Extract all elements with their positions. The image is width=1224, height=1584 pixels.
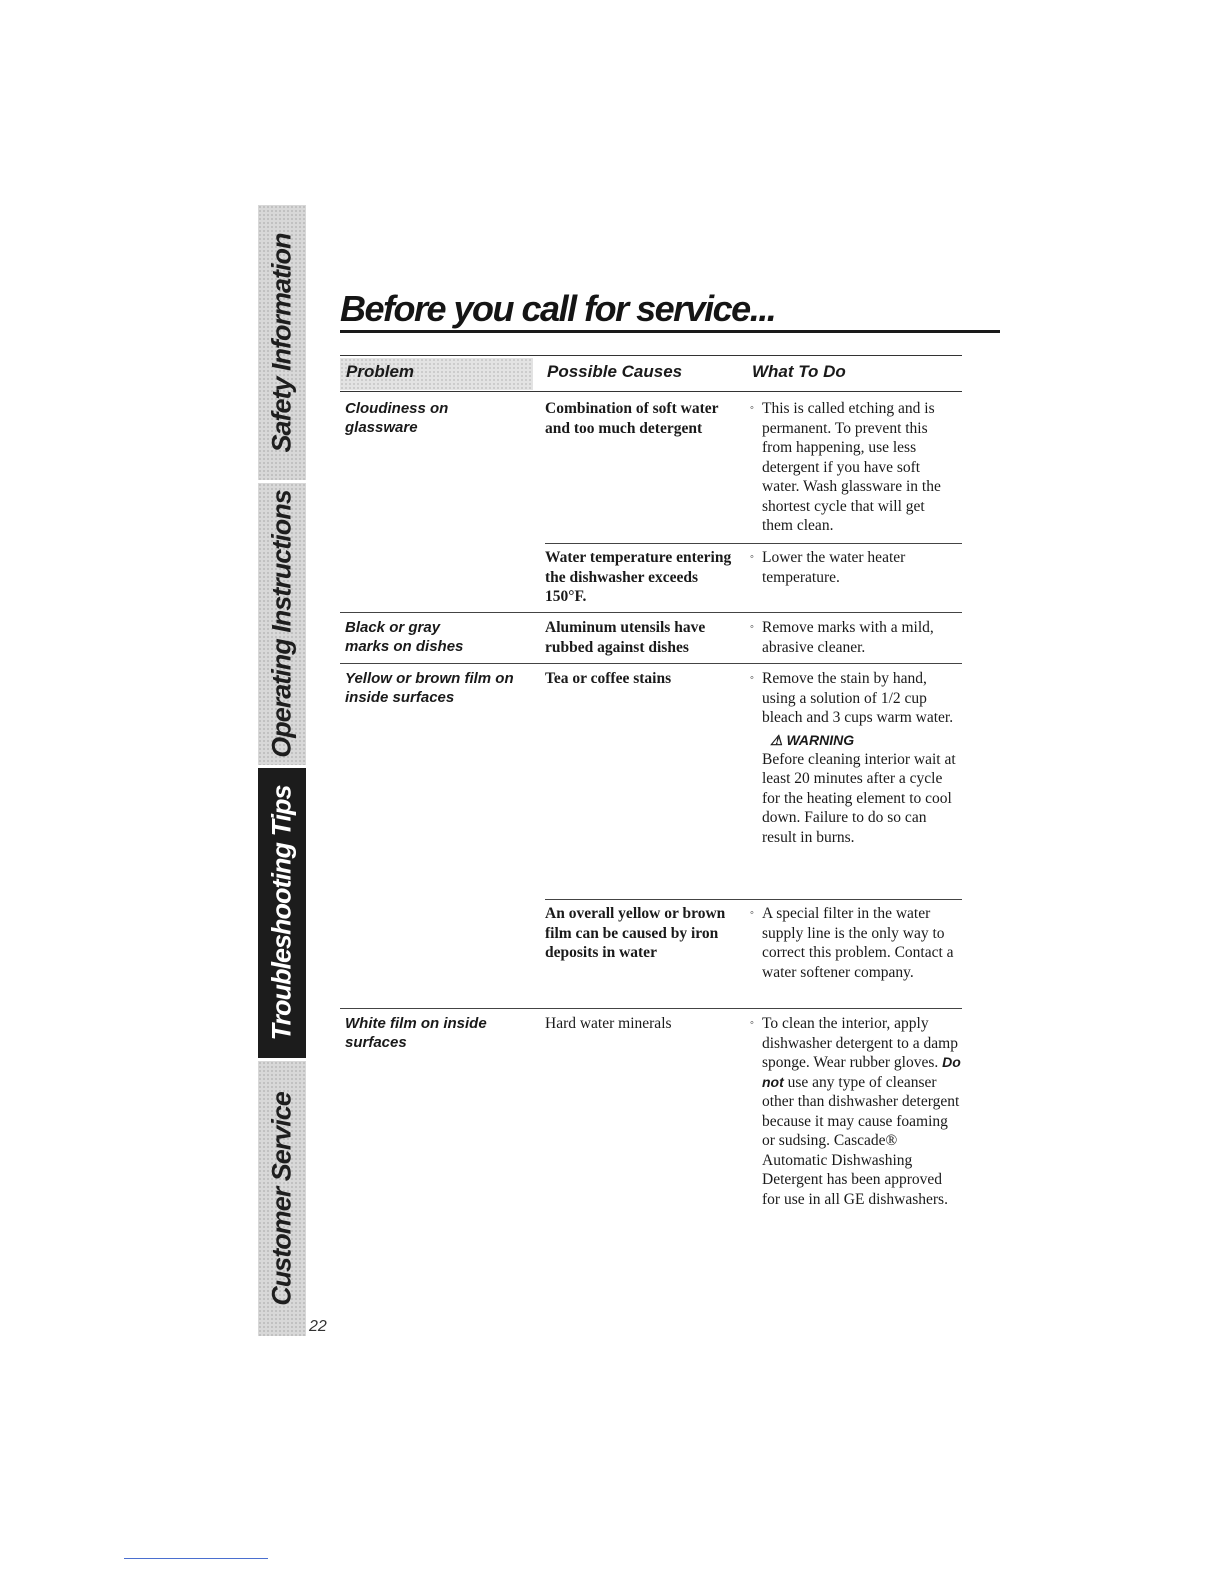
todo-emphasis: Do not bbox=[762, 1054, 961, 1090]
footer-line bbox=[124, 1558, 268, 1559]
side-tab-troubleshooting-tips[interactable] bbox=[258, 768, 306, 1058]
bullet-icon: ◦ bbox=[750, 1017, 754, 1029]
todo-text: This is called etching and is permanent. To prevent this from happening, use less detergent if you have soft water. Wash glassware in the shortest cycle that will get them clean. bbox=[762, 400, 941, 534]
todo-item bbox=[750, 1014, 962, 1209]
todo-text-part: To clean the interior, apply dishwasher detergent to a damp sponge. Wear rubber gloves. bbox=[762, 1015, 958, 1071]
header-possible-causes: Possible Causes bbox=[547, 362, 683, 381]
cause-text: Aluminum utensils have rubbed against dishes bbox=[545, 619, 706, 656]
bullet-icon: ◦ bbox=[750, 551, 754, 563]
row-divider bbox=[340, 663, 962, 664]
todo-text-part: use any type of cleanser other than dishwasher detergent because it may cause foaming or sudsing. Cascade® Automatic Dishwashing Detergent has been approved for use in all GE dishwashers. bbox=[762, 1073, 960, 1208]
bullet-icon: ◦ bbox=[750, 621, 754, 633]
todo-item bbox=[750, 548, 960, 587]
bullet-icon: ◦ bbox=[750, 402, 754, 414]
todo-item bbox=[750, 399, 955, 536]
header-problem: Problem bbox=[346, 362, 415, 381]
warning-title: WARNING bbox=[786, 731, 855, 748]
warning-heading bbox=[750, 730, 962, 750]
problem-label: Black or gray marks on dishes bbox=[345, 619, 464, 655]
side-tab-safety-information[interactable] bbox=[258, 205, 306, 480]
row-divider bbox=[545, 899, 962, 900]
side-tab-label: Troubleshooting Tips bbox=[266, 785, 297, 1041]
warning-text: Before cleaning interior wait at least 20 minutes after a cycle for the heating element to cool down. Failure to do so can result in burns. bbox=[762, 750, 956, 846]
todo-text: Remove the stain by hand, using a solution of 1/2 cup bleach and 3 cups warm water. bbox=[762, 670, 954, 726]
page-title: Before you call for service... bbox=[340, 288, 776, 329]
problem-label: White film on inside surfaces bbox=[345, 1015, 487, 1051]
todo-item bbox=[750, 618, 965, 657]
problem-label: Yellow or brown film on inside surfaces bbox=[345, 670, 514, 706]
todo-item bbox=[750, 669, 962, 847]
todo-item bbox=[750, 904, 962, 982]
side-tab-customer-service[interactable] bbox=[258, 1061, 306, 1336]
todo-text: A special filter in the water supply line is the only way to correct this problem. Contact a water softener company. bbox=[762, 905, 954, 981]
header-what-to-do: What To Do bbox=[752, 362, 846, 381]
row-divider bbox=[340, 612, 962, 613]
side-tab-label: Safety Information bbox=[266, 232, 297, 453]
cause-text: Combination of soft water and too much detergent bbox=[545, 400, 719, 437]
title-rule bbox=[340, 330, 1000, 333]
side-tab-label: Customer Service bbox=[266, 1091, 297, 1306]
page-number: 22 bbox=[309, 1318, 327, 1335]
bullet-icon: ◦ bbox=[750, 672, 754, 684]
header-bottom-rule bbox=[340, 391, 962, 392]
todo-text: Remove marks with a mild, abrasive cleaner. bbox=[762, 619, 934, 656]
row-divider bbox=[545, 543, 962, 544]
cause-text: Tea or coffee stains bbox=[545, 670, 672, 687]
cause-text: An overall yellow or brown film can be caused by iron deposits in water bbox=[545, 905, 726, 961]
cause-text: Hard water minerals bbox=[545, 1015, 672, 1032]
warning-icon: ⚠ bbox=[770, 731, 783, 748]
problem-label: Cloudiness on glassware bbox=[345, 400, 449, 436]
todo-text bbox=[750, 1014, 962, 1209]
row-divider bbox=[340, 1008, 962, 1009]
header-top-rule bbox=[340, 355, 962, 356]
side-tab-operating-instructions[interactable] bbox=[258, 483, 306, 765]
todo-text: Lower the water heater temperature. bbox=[762, 549, 906, 586]
cause-text: Water temperature entering the dishwasher exceeds 150°F. bbox=[545, 549, 732, 605]
bullet-icon: ◦ bbox=[750, 907, 754, 919]
side-tab-label: Operating Instructions bbox=[266, 490, 297, 758]
